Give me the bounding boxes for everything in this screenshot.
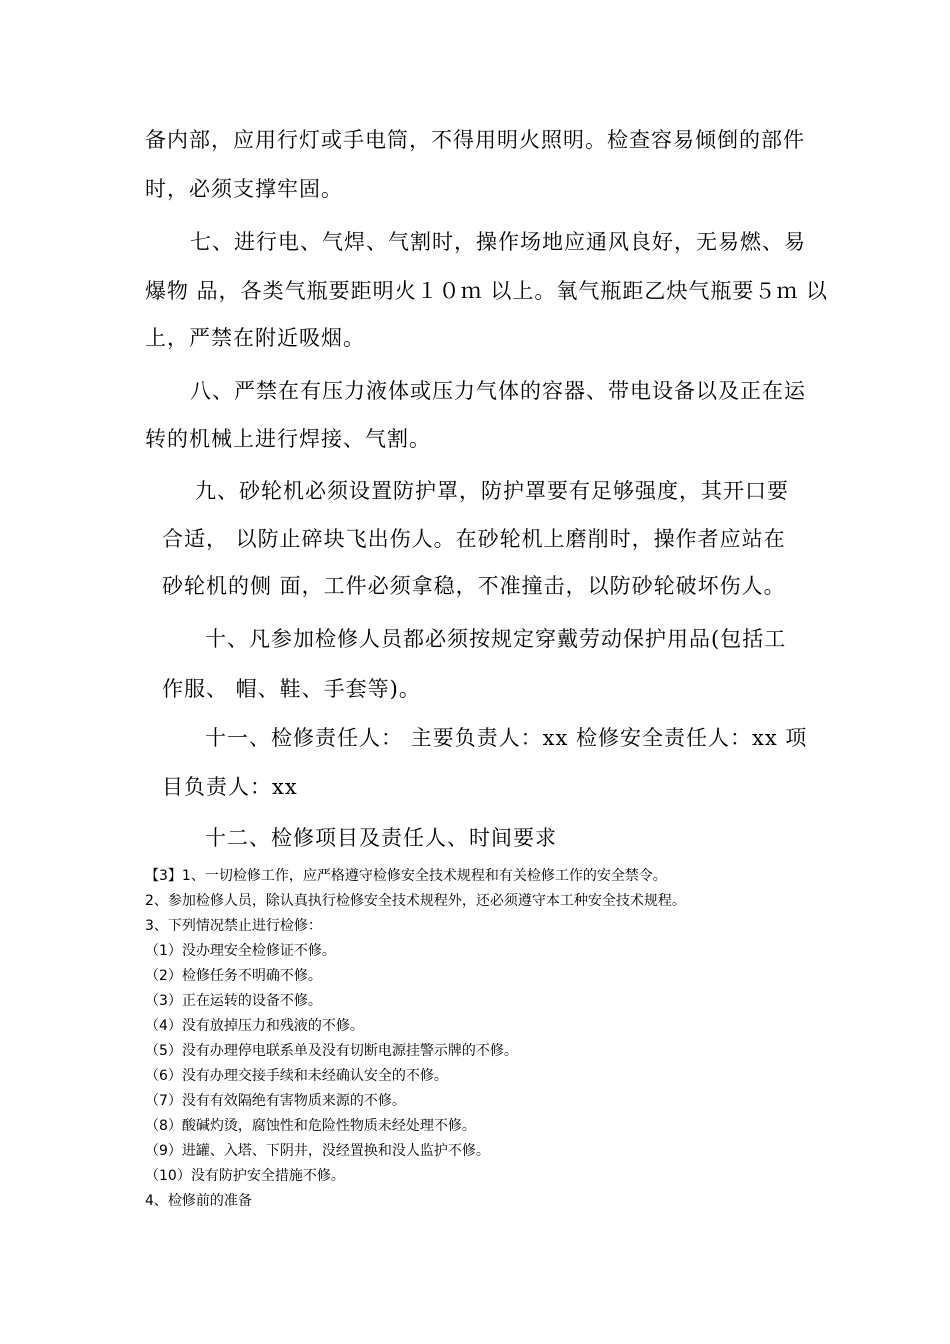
list-item: （1）没办理安全检修证不修。 bbox=[145, 943, 336, 959]
section-heading: 十二、检修项目及责任人、时间要求 bbox=[205, 826, 557, 850]
paragraph-line: 砂轮机的侧 面，工件必须拿稳，不准撞击，以防砂轮破坏伤人。 bbox=[162, 574, 786, 598]
list-item: （4）没有放掉压力和残液的不修。 bbox=[145, 1018, 364, 1034]
paragraph-line: 上，严禁在附近吸烟。 bbox=[145, 326, 365, 350]
paragraph-line: 作服、 帽、鞋、手套等)。 bbox=[162, 677, 421, 701]
list-item: （6）没有办理交接手续和未经确认安全的不修。 bbox=[145, 1068, 448, 1084]
paragraph-line: 合适， 以防止碎块飞出伤人。在砂轮机上磨削时，操作者应站在 bbox=[162, 527, 786, 551]
list-item: （9）进罐、入塔、下阴井，没经置换和没人监护不修。 bbox=[145, 1143, 490, 1159]
paragraph-line: 目负责人：xx bbox=[162, 775, 298, 799]
rule-line: 3、下列情况禁止进行检修： bbox=[145, 918, 322, 934]
list-item: （5）没有办理停电联系单及没有切断电源挂警示牌的不修。 bbox=[145, 1043, 518, 1059]
paragraph-line: 备内部，应用行灯或手电筒，不得用明火照明。检查容易倾倒的部件 bbox=[145, 128, 805, 152]
rule-line: 【3】1、一切检修工作，应严格遵守检修安全技术规程和有关检修工作的安全禁令。 bbox=[145, 868, 667, 884]
paragraph-line: 时，必须支撑牢固。 bbox=[145, 177, 343, 201]
paragraph-line: 十一、检修责任人： 主要负责人：xx 检修安全责任人：xx 项 bbox=[205, 726, 808, 750]
paragraph-line: 十、凡参加检修人员都必须按规定穿戴劳动保护用品(包括工 bbox=[205, 627, 787, 651]
paragraph-line: 转的机械上进行焊接、气割。 bbox=[145, 427, 431, 451]
list-item: （8）酸碱灼烫，腐蚀性和危险性物质未经处理不修。 bbox=[145, 1118, 476, 1134]
list-item: （7）没有有效隔绝有害物质来源的不修。 bbox=[145, 1093, 406, 1109]
list-item: （3）正在运转的设备不修。 bbox=[145, 993, 322, 1009]
rule-line: 4、检修前的准备 bbox=[145, 1193, 252, 1209]
rule-line: 2、参加检修人员，除认真执行检修安全技术规程外，还必须遵守本工种安全技术规程。 bbox=[145, 893, 686, 909]
paragraph-line: 八、严禁在有压力液体或压力气体的容器、带电设备以及正在运 bbox=[190, 379, 806, 403]
list-item: （10）没有防护安全措施不修。 bbox=[145, 1168, 345, 1184]
list-item: （2）检修任务不明确不修。 bbox=[145, 968, 322, 984]
paragraph-line: 九、砂轮机必须设置防护罩，防护罩要有足够强度，其开口要 bbox=[195, 479, 789, 503]
paragraph-line: 七、进行电、气焊、气割时，操作场地应通风良好，无易燃、易 bbox=[190, 230, 806, 254]
paragraph-line: 爆物 品，各类气瓶要距明火１０ｍ 以上。氧气瓶距乙炔气瓶要５ｍ 以 bbox=[145, 279, 829, 303]
